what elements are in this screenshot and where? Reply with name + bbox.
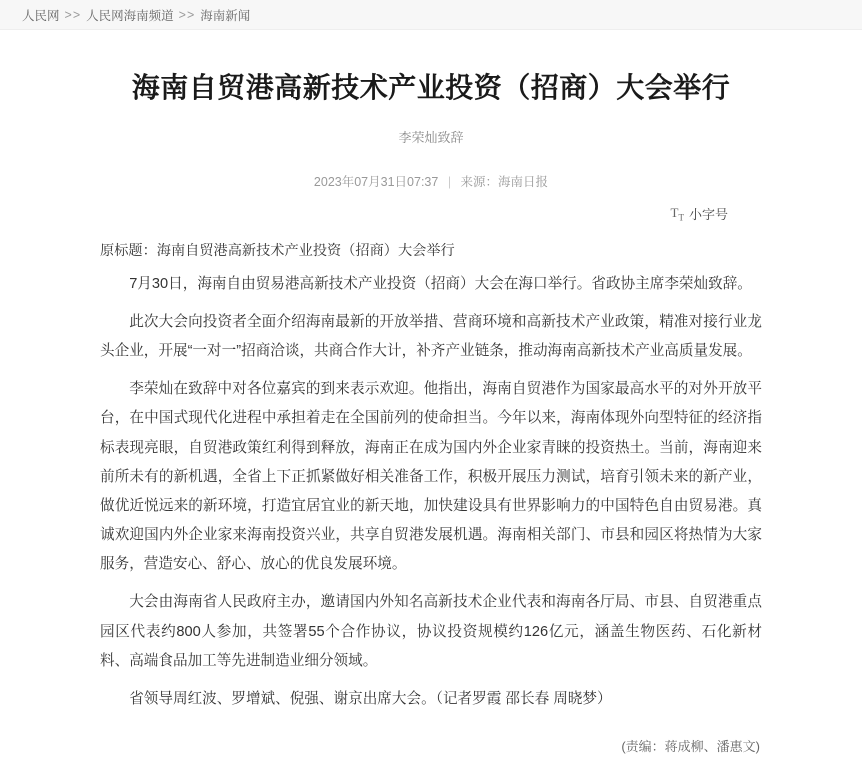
article-meta <box>100 172 762 190</box>
article-date: 2023年07月31日07:37 <box>313 175 439 190</box>
article-paragraph: 省领导周红波、罗增斌、倪强、谢京出席大会。（记者罗霞 邵长春 周晓梦） <box>129 691 612 708</box>
original-title: 原标题：海南自贸港高新技术产业投资（招商）大会举行 <box>100 243 455 260</box>
breadcrumb-item-hainan-channel[interactable]: 人民网海南频道 <box>86 8 174 23</box>
breadcrumb-separator: >> <box>64 7 82 22</box>
breadcrumb <box>0 0 862 30</box>
article-paragraph: 大会由海南省人民政府主办，邀请国内外知名高新技术企业代表和海南各厅局、市县、自贸港重点园区代表约800人参加，共签署55个合作协议，协议投资规模约126亿元，涵盖生物医药、石化新材料、高端食品加工等先进制造业细分领域。 <box>100 594 762 669</box>
article-paragraph: 7月30日，海南自由贸易港高新技术产业投资（招商）大会在海口举行。省政协主席李荣灿致辞。 <box>129 275 752 292</box>
breadcrumb-item-hainan-news[interactable]: 海南新闻 <box>200 8 251 23</box>
article-subheadline: 李荣灿致辞 <box>398 130 464 146</box>
breadcrumb-item-people[interactable]: 人民网 <box>22 8 60 23</box>
article-body <box>100 237 762 760</box>
breadcrumb-separator: >> <box>178 7 196 22</box>
article-paragraph: 此次大会向投资者全面介绍海南最新的开放举措、营商环境和高新技术产业政策，精准对接行业龙头企业，开展“一对一”招商洽谈，共商合作大计，补齐产业链条，推动海南高新技术产业高质量发展。 <box>100 313 762 359</box>
article-container <box>0 68 862 760</box>
meta-divider: | <box>447 175 452 190</box>
font-size-control[interactable] <box>100 204 762 223</box>
page-title: 海南自贸港高新技术产业投资（招商）大会举行 <box>131 72 731 103</box>
article-source: 来源：海南日报 <box>460 175 549 190</box>
font-size-label[interactable]: 小字号 <box>688 207 728 223</box>
editor-note: (责编：蒋成柳、潘惠文) <box>621 739 760 755</box>
article-paragraph: 李荣灿在致辞中对各位嘉宾的到来表示欢迎。他指出，海南自贸港作为国家最高水平的对外开放平台，在中国式现代化进程中承担着走在全国前列的使命担当。今年以来，海南体现外向型特征的经济指标表现亮眼，自贸港政策红利得到释放，海南正在成为国内外企业家青睐的投资热土。当前，海南迎来前所未有的新机遇，全省上下正抓紧做好相关准备工作，积极开展压力测试，培育引领未来的新产业，做优近悦远来的新环境，打造宜居宜业的新天地，加快建设具有世界影响力的中国特色自由贸易港。真诚欢迎国内外企业家来海南投资兴业，共享自贸港发展机遇。海南相关部门、市县和园区将热情为大家服务，营造安心、舒心、放心的优良发展环境。 <box>100 381 762 573</box>
font-size-icon: $T_T$ <box>670 204 684 223</box>
